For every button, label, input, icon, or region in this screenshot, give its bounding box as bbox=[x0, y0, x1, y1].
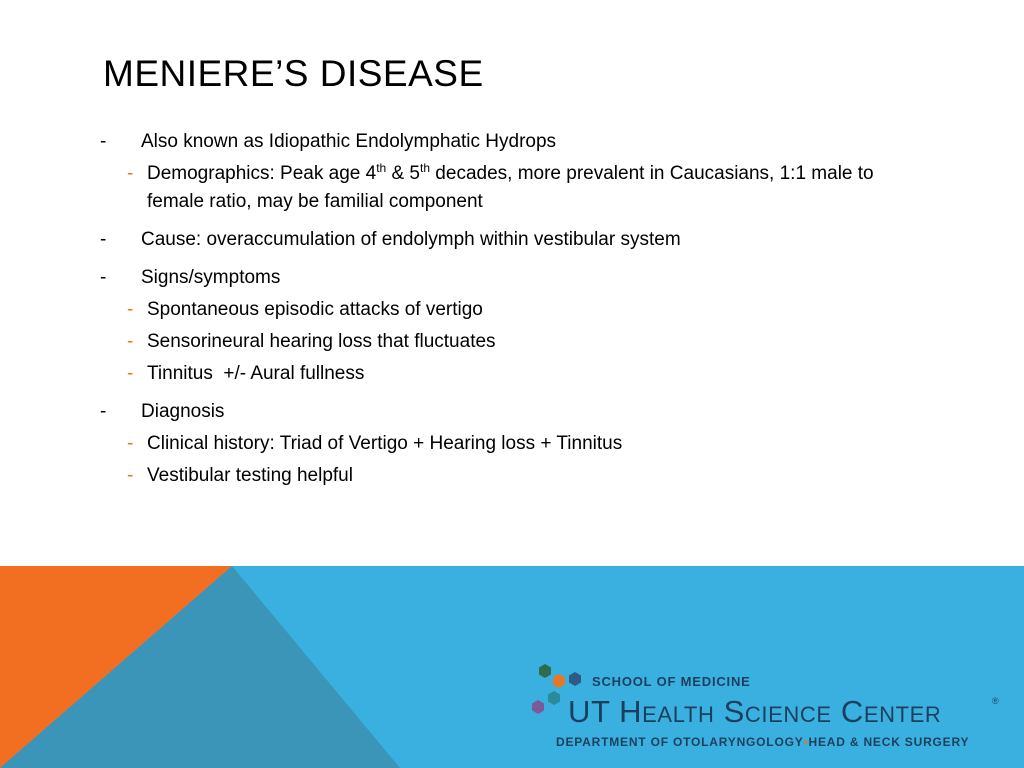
sub-bullet-text bbox=[100, 160, 920, 216]
sub-bullet-marker: - bbox=[127, 363, 134, 384]
bullet-signs-symptoms bbox=[100, 264, 920, 292]
bullet-marker: - bbox=[100, 267, 107, 288]
dept-separator: • bbox=[803, 735, 809, 749]
bullet-cause bbox=[100, 226, 920, 254]
sub-bullet-text: Clinical history: Triad of Vertigo + Hearing loss + Tinnitus bbox=[147, 433, 623, 454]
sub-bullet-marker: - bbox=[127, 331, 134, 352]
bullet-text: Cause: overaccumulation of endolymph within vestibular system bbox=[141, 229, 681, 250]
logo-main-text: UT Health Science Center bbox=[568, 694, 942, 729]
sub-bullet-demographics bbox=[100, 160, 920, 216]
sub-bullet-text: Sensorineural hearing loss that fluctuates bbox=[147, 331, 496, 352]
dept-name: HEAD & NECK SURGERY bbox=[808, 735, 970, 749]
sub-bullet bbox=[100, 430, 920, 458]
sub-bullet-text: Spontaneous episodic attacks of vertigo bbox=[147, 299, 483, 320]
bullet-text: Also known as Idiopathic Endolymphatic Hydrops bbox=[141, 131, 557, 152]
bullet-marker: - bbox=[100, 401, 107, 422]
dept-name: DEPARTMENT OF OTOLARYNGOLOGY bbox=[556, 735, 804, 749]
bullet-text: Signs/symptoms bbox=[141, 267, 281, 288]
slide-content bbox=[100, 128, 920, 490]
sub-bullet-marker: - bbox=[127, 163, 134, 184]
demographics-part: Demographics: Peak age 4 bbox=[147, 163, 377, 184]
uthsc-logo bbox=[528, 662, 1008, 762]
sub-bullet-text: Tinnitus +/- Aural fullness bbox=[147, 363, 365, 384]
bullet-marker: - bbox=[100, 229, 107, 250]
sub-bullet bbox=[100, 328, 920, 356]
logo-department-text bbox=[556, 735, 969, 749]
sub-bullet bbox=[100, 462, 920, 490]
sub-bullet bbox=[100, 296, 920, 324]
demographics-part: & 5 bbox=[386, 163, 421, 184]
bullet-text: Diagnosis bbox=[141, 401, 225, 422]
bullet-diagnosis bbox=[100, 398, 920, 426]
bullet-marker: - bbox=[100, 131, 107, 152]
logo-school-text: SCHOOL OF MEDICINE bbox=[592, 674, 751, 689]
sub-bullet-marker: - bbox=[127, 465, 134, 486]
sub-bullet-marker: - bbox=[127, 433, 134, 454]
sub-bullet-marker: - bbox=[127, 299, 134, 320]
demographics-part: decades, more prevalent in Caucasians, 1:1 male to female ratio, may be familial component bbox=[147, 163, 874, 212]
sub-bullet-text: Vestibular testing helpful bbox=[147, 465, 353, 486]
sub-bullet bbox=[100, 360, 920, 388]
ordinal-suffix: th bbox=[420, 161, 431, 175]
ordinal-suffix: th bbox=[376, 161, 387, 175]
slide-title: MENIERE’S DISEASE bbox=[103, 53, 484, 94]
bullet-aka bbox=[100, 128, 920, 156]
registered-mark: ® bbox=[992, 696, 999, 706]
